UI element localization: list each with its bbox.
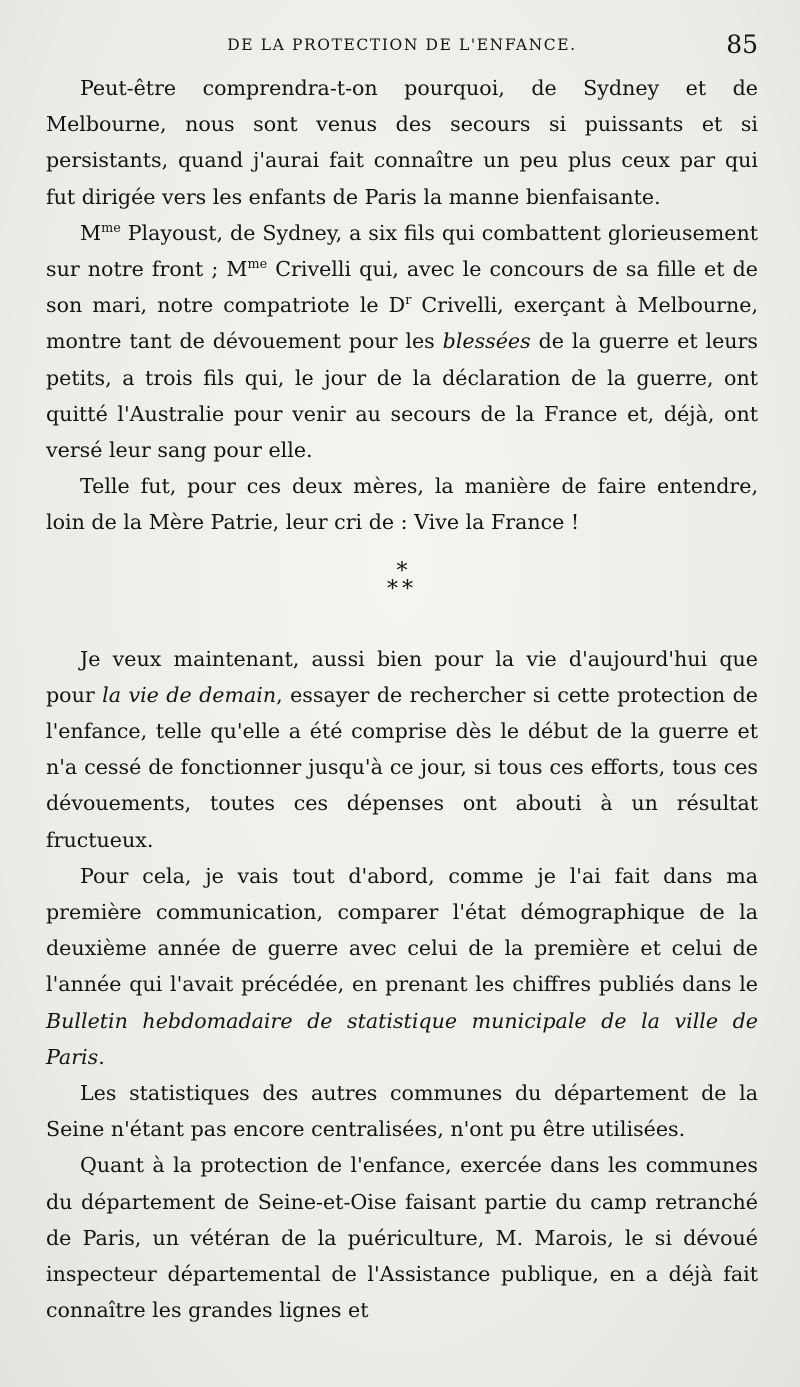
section-break (46, 541, 758, 641)
superscript-me: me (247, 257, 268, 273)
paragraph-1: Peut-être comprendra-t-on pourquoi, de Sydney et de Melbourne, nous sont venus des secours si puissants et si persistants, quand j'aurai fait connaître un peu plus ceux par qui fut dirigée vers les enfants de Paris la manne bienfaisante. (46, 76, 758, 209)
paragraph-2 (46, 215, 758, 468)
italic-vie-de-demain: la vie de demain (102, 682, 277, 707)
paragraph-2-text: Playoust, de Sydney, a six fils qui combattent glorieusement sur notre front ; M (46, 220, 758, 282)
paragraph-2-text: Crivelli, exerçant à Melbourne, montre tant de dévouement pour les (46, 293, 758, 354)
paragraph-5 (46, 858, 758, 1075)
italic-bulletin-title: Bulletin hebdomadaire de statistique municipale de la ville de Paris (46, 1008, 758, 1069)
paragraph-5-text: Pour cela, je vais tout d'abord, comme je l'ai fait dans ma première communication, comparer l'état démographique de la deuxième année de guerre avec celui de la première et celui de l'année qui l'avait précédée, en prenant les chiffres publiés dans le (46, 863, 758, 997)
asterism-bottom: ** (387, 576, 417, 602)
paragraph-5-text: . (98, 1044, 105, 1069)
body-text (46, 70, 758, 1329)
superscript-me: me (101, 220, 121, 236)
asterism-top: * (396, 558, 408, 584)
page-number: 85 (726, 30, 758, 59)
superscript-r: r (405, 293, 412, 309)
paragraph-4-text: , essayer de rechercher si cette protection de l'enfance, telle qu'elle a été comprise dès le début de la guerre et n'a cessé de fonctionner jusqu'à ce jour, si tous ces efforts, tous ces dévouements, toutes ces dépenses ont abouti à un résultat fructueux. (46, 682, 758, 852)
paragraph-7: Quant à la protection de l'enfance, exercée dans les communes du département de Seine-et-Oise faisant partie du camp retranché de Paris, un vétéran de la puériculture, M. Marois, le si dévoué inspecteur départemental de l'Assistance publique, en a déjà fait connaître les grandes lignes et (46, 1153, 758, 1323)
paragraph-3: Telle fut, pour ces deux mères, la manière de faire entendre, loin de la Mère Patrie, leur cri de : Vive la France ! (46, 474, 758, 535)
paragraph-2-text: de la guerre et leurs petits, a trois fils qui, le jour de la déclaration de la guerre, ont quitté l'Australie pour venir au secours de la France et, déjà, ont versé leur sang pour elle. (46, 329, 758, 463)
paragraph-4-text: Je veux maintenant, aussi bien pour la vie d'aujourd'hui que pour (46, 646, 758, 707)
running-head-title: DE LA PROTECTION DE L'ENFANCE. (227, 36, 577, 54)
italic-blessees: blessées (442, 329, 531, 354)
paragraph-2-text: M (80, 220, 102, 245)
running-head (46, 30, 758, 70)
paragraph-6: Les statistiques des autres communes du département de la Seine n'étant pas encore centralisées, n'ont pu être utilisées. (46, 1081, 758, 1142)
paragraph-2-text: Crivelli qui, avec le concours de sa fille et de son mari, notre compatriote le D (46, 257, 758, 318)
asterism-ornament (46, 558, 758, 602)
paragraph-4 (46, 641, 758, 858)
